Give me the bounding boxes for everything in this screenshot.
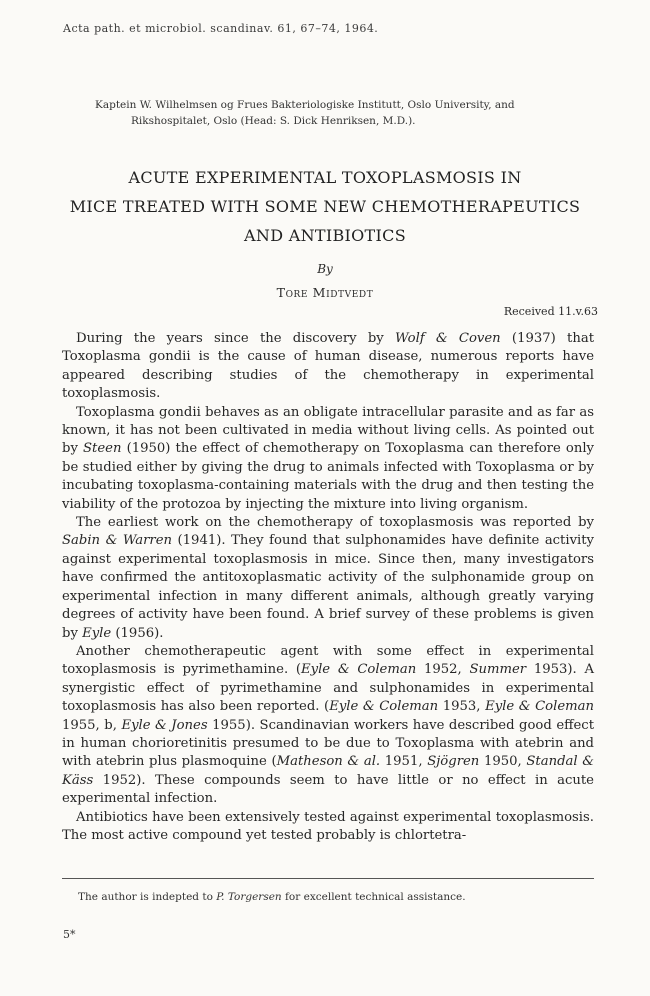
- paper-title: [40, 163, 610, 250]
- citation: Sabin & Warren: [62, 533, 172, 549]
- citation: Eyle: [82, 625, 112, 641]
- received-date: Received 11.v.63: [503, 305, 598, 318]
- citation: Steen: [83, 441, 122, 457]
- title-line-3: AND ANTIBIOTICS: [244, 226, 406, 245]
- footnote: The author is indepted to P. Torgersen for excellent technical assistance.: [78, 891, 466, 903]
- body-text: [62, 330, 594, 845]
- paragraph-1: During the years since the discovery by Wolf & Coven (1937) that Toxoplasma gondii is the cause of human disease, numerous reports have appeared describing studies of the chemotherapy in experimental toxoplasmosis.: [62, 331, 594, 402]
- citation: Eyle & Coleman: [485, 699, 594, 715]
- signature-mark: 5*: [63, 928, 76, 941]
- citation: Sjögren: [427, 754, 480, 770]
- title-line-1: ACUTE EXPERIMENTAL TOXOPLASMOSIS IN: [128, 168, 522, 187]
- affiliation-line-1: Kaptein W. Wilhelmsen og Frues Bakteriologiske Institutt, Oslo University, and: [95, 99, 515, 111]
- paragraph-2: Toxoplasma gondii behaves as an obligate intracellular parasite and as far as known, it has not been cultivated in media without living cells. As pointed out by Steen (1950) the effect of chemotherapy on Toxoplasma can therefore only be studied either by giving the drug to animals infected with Toxoplasma or by incubating toxoplasma-containing materials with the drug and then testing the viability of the protozoa by injecting the mixture into living organism.: [62, 404, 594, 512]
- paragraph-5: Antibiotics have been extensively tested against experimental toxoplasmosis. The most active compound yet tested probably is chlortetra-: [62, 809, 594, 843]
- citation: Matheson & al.: [276, 754, 381, 770]
- citation: Wolf & Coven: [394, 331, 501, 346]
- citation: Summer: [469, 662, 527, 678]
- journal-citation: Acta path. et microbiol. scandinav. 61, 67–74, 1964.: [63, 22, 379, 35]
- paragraph-3: The earliest work on the chemotherapy of toxoplasmosis was reported by Sabin & Warren (1941). They found that sulphonamides have definite activity against experimental toxoplasmosis in mice. Since then, many investigators have confirmed the antitoxoplasmatic activity of the sulphonamide group on experimental infection in many different animals, although greatly varying degrees of activity have been found. A brief survey of these problems is given by Eyle (1956).: [62, 515, 594, 641]
- citation: Standal & Käss: [62, 754, 594, 788]
- paragraph-4: Another chemotherapeutic agent with some effect in experimental toxoplasmosis is pyrimethamine. (Eyle & Coleman 1952, Summer 1953). A synergistic effect of pyrimethamine and sulphonamides in experimental toxoplasmosis has also been reported. (Eyle & Coleman 1953, Eyle & Coleman 1955, b, Eyle & Jones 1955). Scandinavian workers have described good effect in human chorioretinitis presumed to be due to Toxoplasma with atebrin and with atebrin plus plasmoquine (Matheson & al. 1951, Sjögren 1950, Standal & Käss 1952). These compounds seem to have little or no effect in acute experimental infection.: [62, 643, 594, 807]
- title-line-2: MICE TREATED WITH SOME NEW CHEMOTHERAPEUTICS: [69, 197, 581, 216]
- citation: Eyle & Jones: [121, 717, 208, 733]
- author-name: Tore Midtvedt: [276, 285, 374, 300]
- by-label: By: [317, 262, 333, 276]
- footnote-divider: [62, 878, 594, 879]
- footnote-name: P. Torgersen: [216, 891, 282, 903]
- citation: Eyle & Coleman: [329, 699, 439, 715]
- affiliation-line-2: Rikshospitalet, Oslo (Head: S. Dick Henriksen, M.D.).: [131, 115, 416, 127]
- affiliation: [95, 97, 575, 129]
- citation: Eyle & Coleman: [301, 662, 417, 678]
